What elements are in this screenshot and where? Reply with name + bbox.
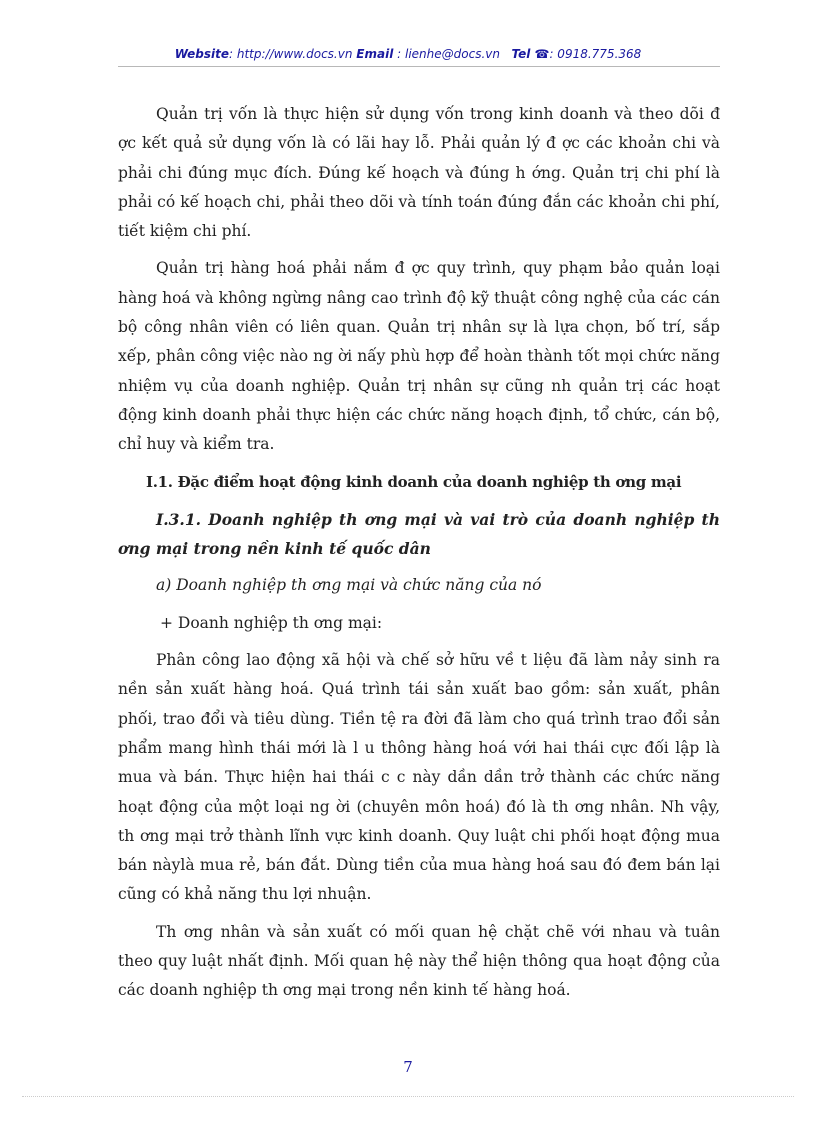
item-a-heading: a) Doanh nghiệp th ơng mại và chức năng của nó xyxy=(156,576,542,595)
section-heading: I.1. Đặc điểm hoạt động kinh doanh của doanh nghiệp th ơng mại xyxy=(146,472,682,491)
footer-divider xyxy=(22,1096,794,1097)
page-header xyxy=(0,47,816,61)
paragraph-goods-management: Quản trị hàng hoá phải nắm đ ợc quy trình, quy phạm bảo quản loại hàng hoá và không ngừng nâng cao trình độ kỹ thuật công nghệ của các cán bộ công nhân viên có liên quan. Quản trị nhân sự là lựa chọn, bố trí, sắp xếp, phân công việc nào ng ời nấy phù hợp để hoàn thành tốt mọi chức năng nhiệm vụ của doanh nghiệp. Quản trị nhân sự cũng nh quản trị các hoạt động kinh doanh phải thực hiện các chức năng hoạch định, tổ chức, cán bộ, chỉ huy và kiểm tra. xyxy=(118,259,720,454)
tel-label: Tel ☎ xyxy=(511,47,550,61)
document-body xyxy=(118,100,720,1014)
website-label: Website xyxy=(174,47,230,61)
website-value: : http://www.docs.vn xyxy=(229,47,353,61)
paragraph-capital-management: Quản trị vốn là thực hiện sử dụng vốn trong kinh doanh và theo dõi đ ợc kết quả sử dụng vốn là có lãi hay lỗ. Phải quản lý đ ợc các khoản chi và phải chi đúng mục đích. Đúng kế hoạch và đúng h ớng. Quản trị chi phí là phải có kế hoạch chi, phải theo dõi và tính toán đúng đắn các khoản chi phí, tiết kiệm chi phí. xyxy=(118,105,720,241)
paragraph-merchants: Th ơng nhân và sản xuất có mối quan hệ chặt chẽ với nhau và tuân theo quy luật nhất định. Mối quan hệ này thể hiện thông qua hoạt động của các doanh nghiệp th ơng mại trong nền kinh tế hàng hoá. xyxy=(118,922,720,1000)
email-label: Email xyxy=(356,47,394,61)
email-value: : lienhe@docs.vn xyxy=(393,47,500,61)
paragraph-division-of-labor: Phân công lao động xã hội và chế sở hữu về t liệu đã làm nảy sinh ra nền sản xuất hàng hoá. Quá trình tái sản xuất bao gồm: sản xuất, phân phối, trao đổi và tiêu dùng. Tiền tệ ra đời đã làm cho quá trình trao đổi sản phẩm mang hình thái mới là l u thông hàng hoá với hai thái cực đối lập là mua và bán. Thực hiện hai thái c c này dần dần trở thành các chức năng hoạt động của một loại ng ời (chuyên môn hoá) đó là th ơng nhân. Nh vậy, th ơng mại trở thành lĩnh vực kinh doanh. Quy luật chi phối hoạt động mua bán nàylà mua rẻ, bán đắt. Dùng tiền của mua hàng hoá sau đó đem bán lại cũng có khả năng thu lợi nhuận. xyxy=(118,651,720,904)
plus-item: + Doanh nghiệp th ơng mại: xyxy=(160,613,383,632)
header-divider xyxy=(118,66,720,67)
tel-value: : 0918.775.368 xyxy=(549,47,642,61)
subsection-heading: I.3.1. Doanh nghiệp th ơng mại và vai trò của doanh nghiệp th ơng mại trong nền kinh tế quốc dân xyxy=(118,509,720,559)
page-number: 7 xyxy=(403,1058,413,1076)
